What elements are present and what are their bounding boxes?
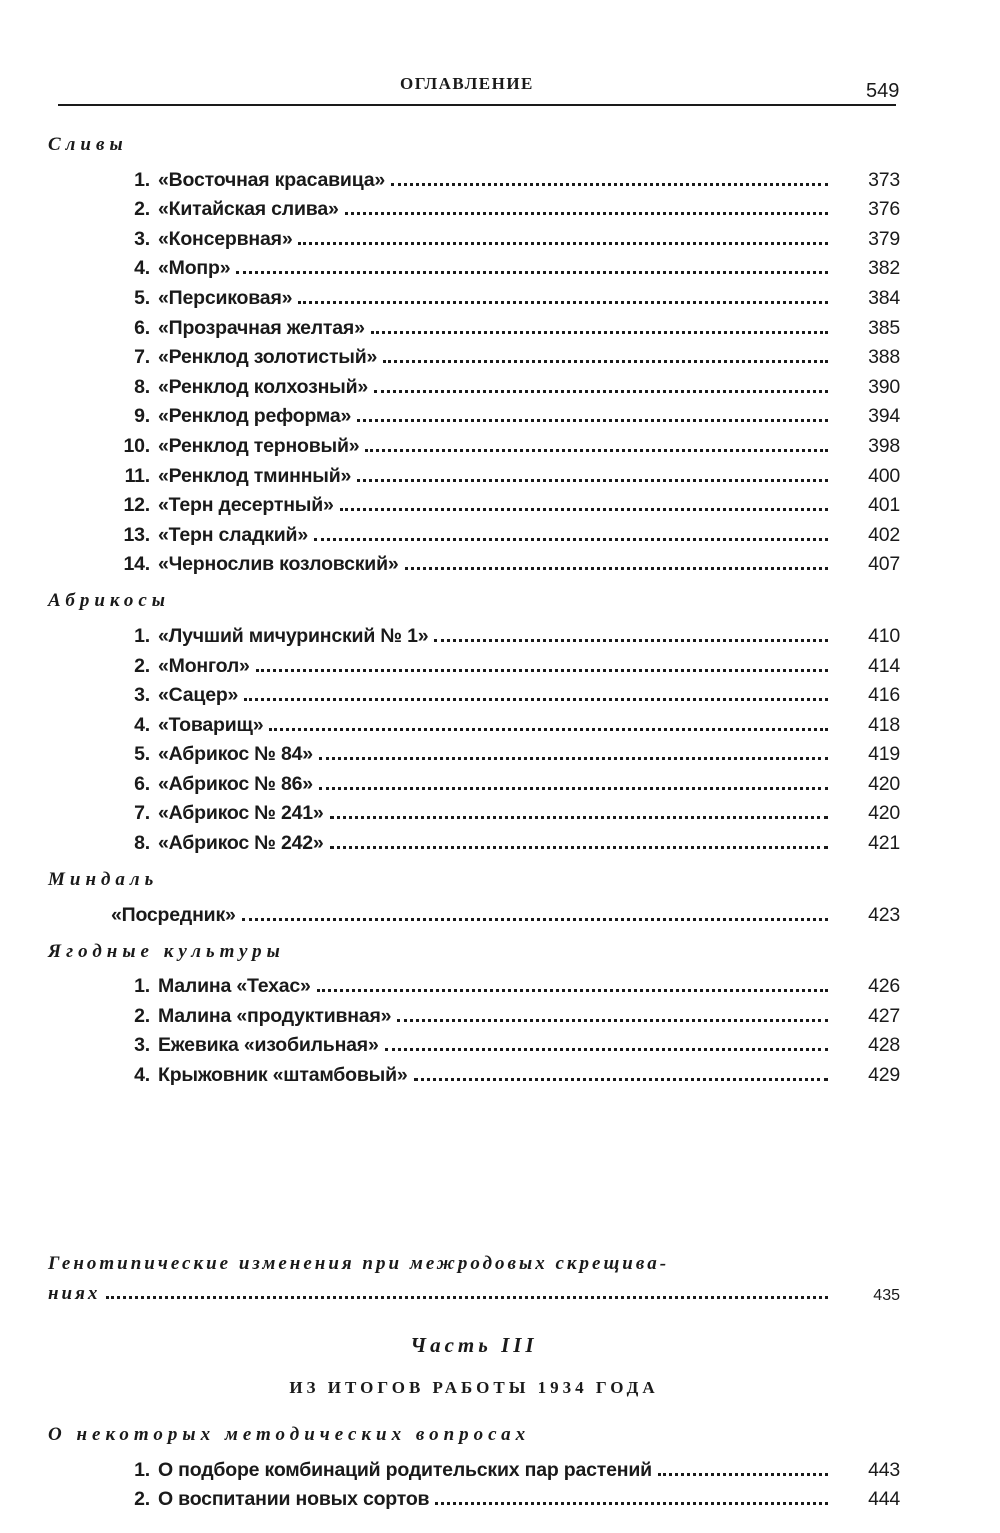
section-heading: Сливы	[48, 134, 128, 155]
entry-page: 427	[868, 1004, 900, 1027]
entry-page: 402	[868, 523, 900, 546]
dot-leader	[383, 360, 828, 363]
entry-page: 418	[868, 713, 900, 736]
entry-number: 2.	[134, 198, 150, 221]
running-header: ОГЛАВЛЕНИЕ	[400, 74, 534, 93]
entry-page: 410	[868, 624, 900, 647]
dot-leader	[319, 757, 828, 760]
dot-leader	[434, 639, 828, 642]
dot-leader	[319, 787, 828, 790]
entry-number: 7.	[134, 802, 150, 825]
dot-leader	[405, 567, 828, 570]
entry-page: 421	[868, 832, 900, 855]
entry-title: «Персиковая»	[158, 286, 293, 309]
dot-leader	[345, 212, 828, 215]
entry-title: «Прозрачная желтая»	[158, 316, 365, 339]
entry-title: «Абрикос № 86»	[158, 772, 313, 795]
dot-leader	[106, 1296, 828, 1299]
dot-leader	[357, 419, 828, 422]
entry-number: 5.	[134, 286, 150, 309]
entry-number: 14.	[123, 553, 150, 576]
entry-page: 414	[868, 654, 900, 677]
entry-title: Крыжовник «штамбовый»	[158, 1064, 408, 1087]
entry-number: 2.	[134, 1488, 150, 1511]
toc-sections	[48, 128, 900, 1095]
entry-page: 419	[868, 743, 900, 766]
entry-number: 1.	[134, 168, 150, 191]
entry-page: 394	[868, 405, 900, 428]
entry-number: 9.	[134, 405, 150, 428]
entry-title: «Товарищ»	[158, 713, 264, 736]
entry-title: «Ренклод колхозный»	[158, 375, 369, 398]
entry-number: 2.	[134, 1004, 150, 1027]
entry-number: 3.	[134, 227, 150, 250]
toc-entry	[48, 428, 900, 458]
entry-title-line2: ниях	[48, 1283, 101, 1304]
toc-entry	[48, 678, 900, 708]
section-heading: Ягодные культуры	[48, 940, 285, 962]
dot-leader	[269, 728, 828, 731]
entry-title: «Лучший мичуринский № 1»	[158, 624, 429, 647]
toc-entry	[48, 399, 900, 429]
entry-title: О воспитании новых сортов	[158, 1488, 430, 1511]
toc-entry-genotypic	[48, 1253, 900, 1305]
entry-title: «Консервная»	[158, 227, 293, 250]
dot-leader	[414, 1078, 828, 1081]
toc-entry	[48, 369, 900, 399]
entry-number: 4.	[134, 1064, 150, 1087]
entry-number: 8.	[134, 832, 150, 855]
entry-page: 435	[873, 1287, 900, 1304]
toc-entry	[48, 517, 900, 547]
dot-leader	[330, 816, 828, 819]
toc-entry	[48, 1057, 900, 1087]
toc-entry	[48, 221, 900, 251]
toc-entry	[48, 825, 900, 855]
entry-title: «Монгол»	[158, 654, 250, 677]
entry-number: 5.	[134, 743, 150, 766]
entry-page: 420	[868, 772, 900, 795]
spacer	[48, 1511, 900, 1519]
entry-title: «Абрикос № 242»	[158, 832, 324, 855]
entry-number: 4.	[134, 257, 150, 280]
entry-title: «Восточная красавица»	[158, 168, 386, 191]
toc-entry	[48, 547, 900, 577]
entry-title: «Сацер»	[158, 684, 239, 707]
entry-page: 444	[868, 1488, 900, 1511]
dot-leader	[256, 669, 828, 672]
dot-leader	[298, 301, 828, 304]
entry-title: Малина «Техас»	[158, 975, 311, 998]
entry-page: 390	[868, 375, 900, 398]
toc-entry	[48, 340, 900, 370]
entry-page: 416	[868, 684, 900, 707]
toc-entry	[48, 488, 900, 518]
toc-entry	[48, 162, 900, 192]
toc-entry	[48, 310, 900, 340]
entry-page: 384	[868, 286, 900, 309]
entry-page: 398	[868, 434, 900, 457]
toc-entry	[48, 280, 900, 310]
entry-page: 385	[868, 316, 900, 339]
toc-entry	[48, 192, 900, 222]
entry-title: «Терн сладкий»	[158, 523, 308, 546]
entry-title: «Абрикос № 241»	[158, 802, 324, 825]
entry-number: 4.	[134, 713, 150, 736]
dot-leader	[658, 1473, 828, 1476]
entry-page: 376	[868, 198, 900, 221]
dot-leader	[314, 538, 828, 541]
header-rule	[58, 104, 896, 106]
entry-number: 13.	[123, 523, 150, 546]
spacer	[48, 576, 900, 584]
section-heading: Абрикосы	[48, 590, 170, 612]
toc-entry	[48, 737, 900, 767]
toc-entry	[48, 766, 900, 796]
entry-number: 8.	[134, 375, 150, 398]
entry-title: «Китайская слива»	[158, 198, 339, 221]
entry-page: 401	[868, 494, 900, 517]
toc-part-section	[48, 1418, 900, 1519]
entry-number: 11.	[124, 464, 150, 487]
section-heading: О некоторых методических вопросах	[48, 1424, 531, 1445]
entry-page: 400	[868, 464, 900, 487]
entry-page: 426	[868, 975, 900, 998]
dot-leader	[298, 242, 828, 245]
entry-number: 1.	[134, 975, 150, 998]
dot-leader	[365, 449, 828, 452]
dot-leader	[242, 918, 828, 921]
entry-page: 407	[868, 553, 900, 576]
entry-page: 373	[868, 168, 900, 191]
entry-number: 6.	[134, 772, 150, 795]
entry-title: «Ренклод тминный»	[158, 464, 352, 487]
entry-number: 6.	[134, 316, 150, 339]
dot-leader	[317, 989, 828, 992]
toc-entry	[48, 648, 900, 678]
part-label: Часть III	[410, 1333, 538, 1357]
entry-title: «Мопр»	[158, 257, 231, 280]
spacer	[48, 855, 900, 863]
entry-title: «Чернослив козловский»	[158, 553, 399, 576]
dot-leader	[435, 1502, 828, 1505]
dot-leader	[374, 390, 828, 393]
entry-number: 12.	[123, 494, 150, 517]
entry-title: Ежевика «изобильная»	[158, 1034, 379, 1057]
toc-entry	[48, 998, 900, 1028]
toc-entry	[48, 707, 900, 737]
dot-leader	[340, 508, 828, 511]
toc-entry	[48, 969, 900, 999]
dot-leader	[236, 271, 828, 274]
entry-title: О подборе комбинаций родительских пар растений	[158, 1458, 652, 1481]
part-title: ИЗ ИТОГОВ РАБОТЫ 1934 ГОДА	[289, 1378, 659, 1397]
toc-entry	[48, 1482, 900, 1512]
dot-leader	[244, 698, 828, 701]
entry-number: 1.	[134, 624, 150, 647]
entry-number: 7.	[134, 346, 150, 369]
entry-title: «Ренклод реформа»	[158, 405, 352, 428]
toc-entry	[48, 618, 900, 648]
entry-page: 429	[868, 1064, 900, 1087]
dot-leader	[397, 1019, 828, 1022]
entry-page: 420	[868, 802, 900, 825]
toc-entry	[48, 897, 900, 927]
entry-title: «Посредник»	[111, 903, 236, 926]
dot-leader	[357, 479, 828, 482]
toc-entry	[48, 251, 900, 281]
entry-title: «Ренклод золотистый»	[158, 346, 378, 369]
toc-entry	[48, 1028, 900, 1058]
toc-entry	[48, 1452, 900, 1482]
table-of-contents	[48, 128, 900, 1511]
entry-number: 1.	[134, 1458, 150, 1481]
spacer	[48, 927, 900, 935]
dot-leader	[391, 183, 828, 186]
entry-page: 382	[868, 257, 900, 280]
dot-leader	[385, 1048, 828, 1051]
entry-title: Малина «продуктивная»	[158, 1004, 392, 1027]
entry-title-line1: Генотипические изменения при межродовых скрещива-	[48, 1253, 670, 1274]
entry-page: 388	[868, 346, 900, 369]
entry-number: 2.	[134, 654, 150, 677]
entry-number: 10.	[123, 434, 150, 457]
dot-leader	[371, 331, 828, 334]
spacer	[48, 1087, 900, 1095]
entry-number: 3.	[134, 1034, 150, 1057]
entry-page: 428	[868, 1034, 900, 1057]
toc-entry	[48, 796, 900, 826]
entry-page: 423	[868, 903, 900, 926]
dot-leader	[330, 846, 828, 849]
entry-title: «Абрикос № 84»	[158, 743, 313, 766]
entry-title: «Ренклод терновый»	[158, 434, 360, 457]
section-heading: Миндаль	[48, 869, 159, 891]
entry-title: «Терн десертный»	[158, 494, 334, 517]
entry-number: 3.	[134, 684, 150, 707]
toc-entry	[48, 458, 900, 488]
page-number: 549	[866, 80, 900, 102]
entry-page: 443	[868, 1458, 900, 1481]
entry-page: 379	[868, 227, 900, 250]
